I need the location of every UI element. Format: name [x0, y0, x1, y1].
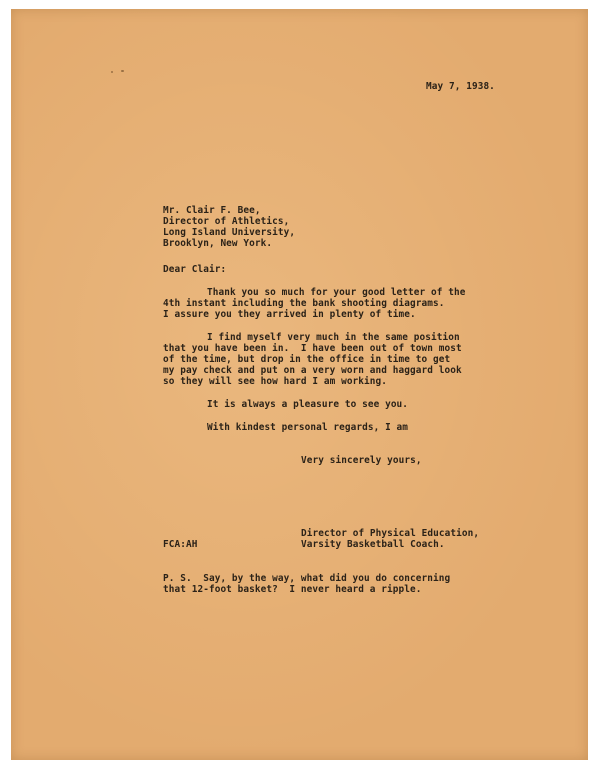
- body-line: I assure you they arrived in plenty of time.: [163, 309, 416, 320]
- signature-title: Varsity Basketball Coach.: [301, 539, 445, 550]
- body-line: so they will see how hard I am working.: [163, 376, 388, 387]
- paper-speck: [121, 70, 124, 72]
- body-line: It is always a pleasure to see you.: [207, 399, 409, 410]
- postscript-line: P. S. Say, by the way, what did you do concerning: [163, 573, 451, 584]
- recipient-line: Director of Athletics,: [163, 216, 290, 227]
- body-line: 4th instant including the bank shooting diagrams.: [163, 298, 445, 309]
- postscript-line: that 12-foot basket? I never heard a ripple.: [163, 584, 422, 595]
- letter-page: [11, 9, 588, 760]
- closing: Very sincerely yours,: [301, 455, 422, 466]
- recipient-line: Brooklyn, New York.: [163, 238, 273, 249]
- body-line: of the time, but drop in the office in time to get: [163, 354, 451, 365]
- body-line: my pay check and put on a very worn and haggard look: [163, 365, 462, 376]
- body-line: Thank you so much for your good letter of the: [207, 287, 466, 298]
- letter-date: May 7, 1938.: [426, 81, 495, 92]
- body-line: I find myself very much in the same position: [207, 332, 460, 343]
- salutation: Dear Clair:: [163, 264, 227, 275]
- body-line: that you have been in. I have been out of town most: [163, 343, 462, 354]
- recipient-line: Mr. Clair F. Bee,: [163, 205, 261, 216]
- typist-initials: FCA:AH: [163, 539, 198, 550]
- recipient-line: Long Island University,: [163, 227, 296, 238]
- paper-speck: [111, 71, 113, 73]
- signature-title: Director of Physical Education,: [301, 528, 480, 539]
- body-line: With kindest personal regards, I am: [207, 422, 409, 433]
